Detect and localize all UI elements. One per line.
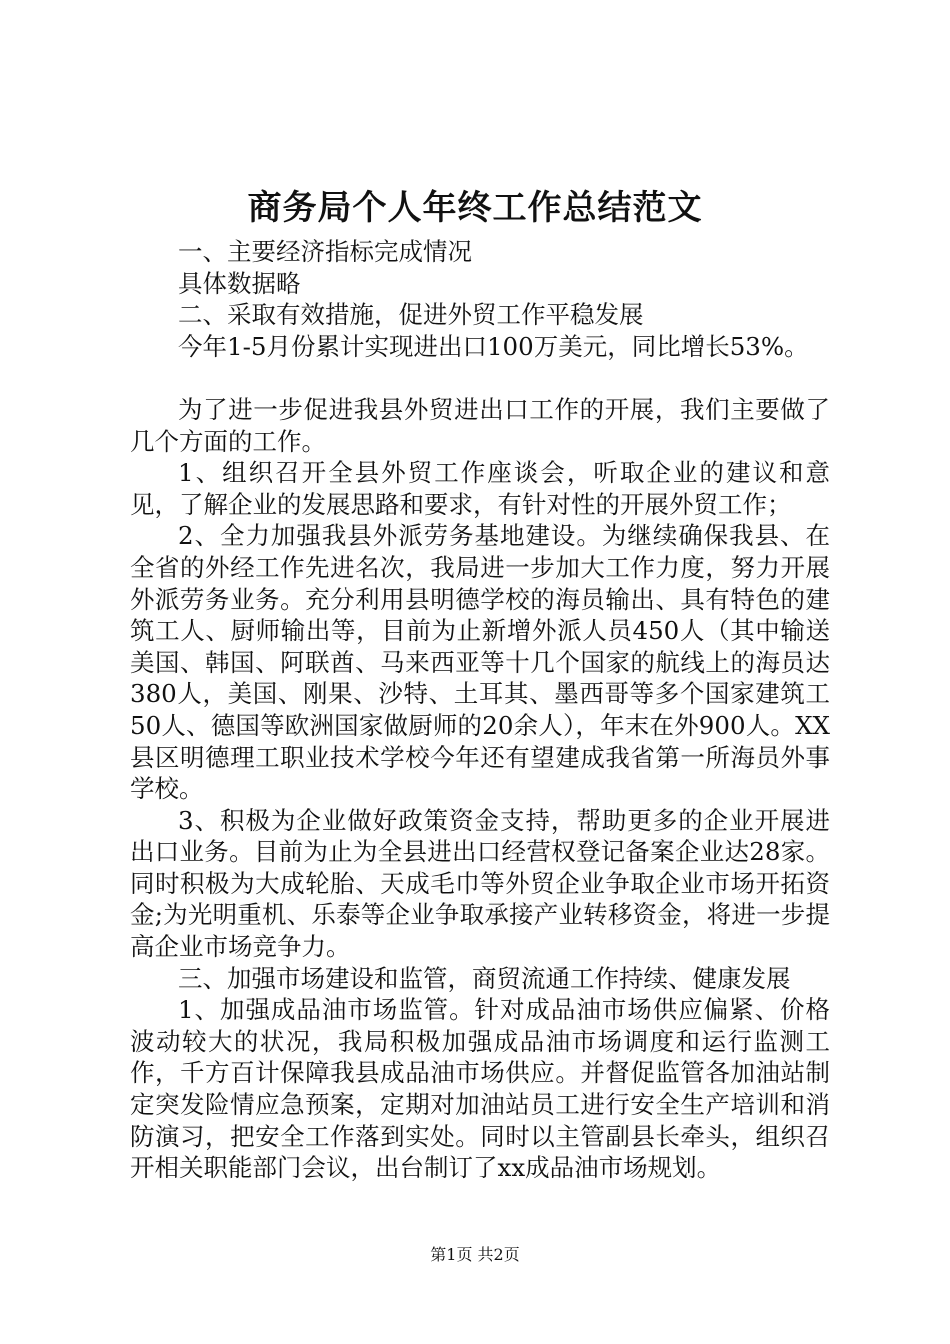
page-footer: 第1页 共2页 — [430, 1245, 520, 1264]
paragraph-item-2: 2、全力加强我县外派劳务基地建设。为继续确保我县、在全省的外经工作先进名次，我局进一步加大工作力度，努力开展外派劳务业务。充分利用县明德学校的海员输出、具有特色的建筑工人、厨师输出等，目前为止新增外派人员450人（其中输送美国、韩国、阿联酋、马来西亚等十几个国家的航线上的海员达380人，美国、刚果、沙特、土耳其、墨西哥等多个国家建筑工50人、德国等欧洲国家做厨师的20余人），年末在外900人。XX县区明德理工职业技术学校今年还有望建成我省第一所海员外事学校。 — [130, 521, 830, 804]
section-heading-2: 二、采取有效措施，促进外贸工作平稳发展 — [178, 300, 644, 330]
paragraph-item-3: 3、积极为企业做好政策资金支持，帮助更多的企业开展进出口业务。目前为止为全县进出口经营权登记备案企业达28家。同时积极为大成轮胎、天成毛巾等外贸企业争取企业市场开拓资金;为光明重机、乐泰等企业争取承接产业转移资金，将进一步提高企业市场竞争力。 — [130, 805, 830, 962]
document-body — [130, 236, 830, 1184]
paragraph-intro: 为了进一步促进我县外贸进出口工作的开展，我们主要做了几个方面的工作。 — [130, 394, 830, 456]
paragraph-section-3-item-1: 1、加强成品油市场监管。针对成品油市场供应偏紧、价格波动较大的状况，我局积极加强成品油市场调度和运行监测工作，千方百计保障我县成品油市场供应。并督促监管各加油站制定突发险情应急预案，定期对加油站员工进行安全生产培训和消防演习，把安全工作落到实处。同时以主管副县长牵头，组织召开相关职能部门会议，出台制订了xx成品油市场规划。 — [130, 995, 830, 1183]
section-heading-3: 三、加强市场建设和监管，商贸流通工作持续、健康发展 — [178, 963, 791, 993]
data-omitted-note: 具体数据略 — [178, 268, 301, 298]
section-heading-1: 一、主要经济指标完成情况 — [178, 237, 472, 266]
paragraph-gap — [130, 362, 830, 394]
paragraph-item-1: 1、组织召开全县外贸工作座谈会，听取企业的建议和意见，了解企业的发展思路和要求，有针对性的开展外贸工作； — [130, 458, 830, 519]
trade-summary-line: 今年1-5月份累计实现进出口100万美元，同比增长53%。 — [178, 331, 809, 361]
document-title: 商务局个人年终工作总结范文 — [247, 188, 703, 228]
